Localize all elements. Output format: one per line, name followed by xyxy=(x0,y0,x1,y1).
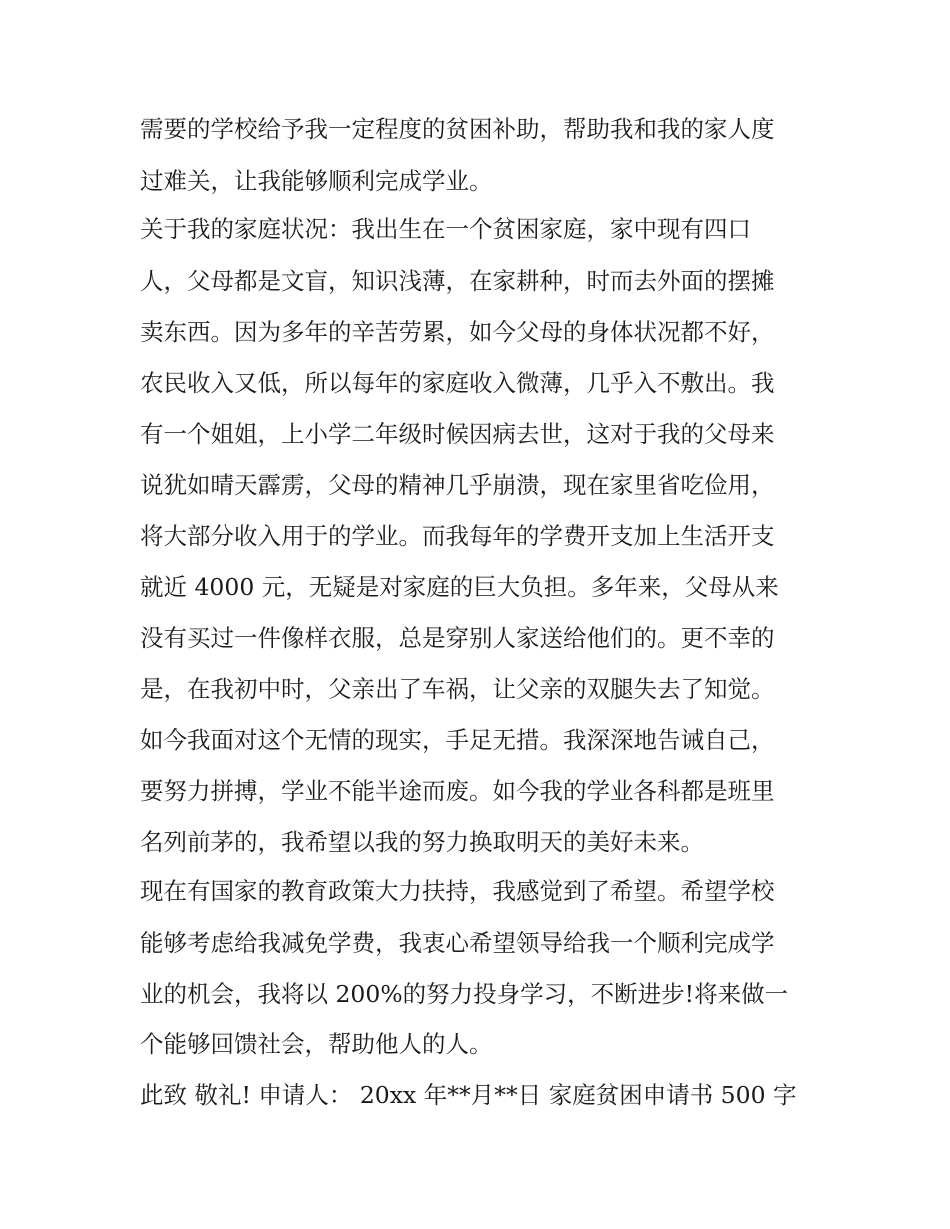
text-line: 说犹如晴天霹雳，父母的精神几乎崩溃，现在家里省吃俭用， xyxy=(140,471,775,499)
text-line: 现在有国家的教育政策大力扶持，我感觉到了希望。希望学校 xyxy=(140,877,775,905)
text-line: 过难关，让我能够顺利完成学业。 xyxy=(140,167,493,195)
text-line: 此致 敬礼! 申请人： 20xx 年**月**日 家庭贫困申请书 500 字 xyxy=(140,1081,797,1109)
text-line: 个能够回馈社会，帮助他人的人。 xyxy=(140,1030,493,1058)
text-line: 有一个姐姐，上小学二年级时候因病去世，这对于我的父母来 xyxy=(140,420,775,448)
text-line: 业的机会，我将以 200%的努力投身学习，不断进步!将来做一 xyxy=(140,980,789,1008)
text-line: 就近 4000 元，无疑是对家庭的巨大负担。多年来，父母从来 xyxy=(140,573,779,601)
text-line: 没有买过一件像样衣服，总是穿别人家送给他们的。更不幸的 xyxy=(140,624,775,652)
text-line: 人，父母都是文盲，知识浅薄，在家耕种，时而去外面的摆摊 xyxy=(140,267,775,295)
text-line: 农民收入又低，所以每年的家庭收入微薄，几乎入不敷出。我 xyxy=(140,369,775,397)
text-line: 关于我的家庭状况：我出生在一个贫困家庭，家中现有四口 xyxy=(140,215,751,243)
text-line: 是，在我初中时，父亲出了车祸，让父亲的双腿失去了知觉。 xyxy=(140,675,775,703)
text-line: 将大部分收入用于的学业。而我每年的学费开支加上生活开支 xyxy=(140,522,775,550)
text-line: 能够考虑给我减免学费，我衷心希望领导给我一个顺利完成学 xyxy=(140,929,775,957)
text-line: 名列前茅的，我希望以我的努力换取明天的美好未来。 xyxy=(140,828,704,856)
text-line: 如今我面对这个无情的现实，手足无措。我深深地告诫自己， xyxy=(140,726,775,754)
text-line: 需要的学校给予我一定程度的贫困补助，帮助我和我的家人度 xyxy=(140,115,775,143)
text-line: 卖东西。因为多年的辛苦劳累，如今父母的身体状况都不好， xyxy=(140,318,775,346)
text-line: 要努力拼搏，学业不能半途而废。如今我的学业各科都是班里 xyxy=(140,777,775,805)
